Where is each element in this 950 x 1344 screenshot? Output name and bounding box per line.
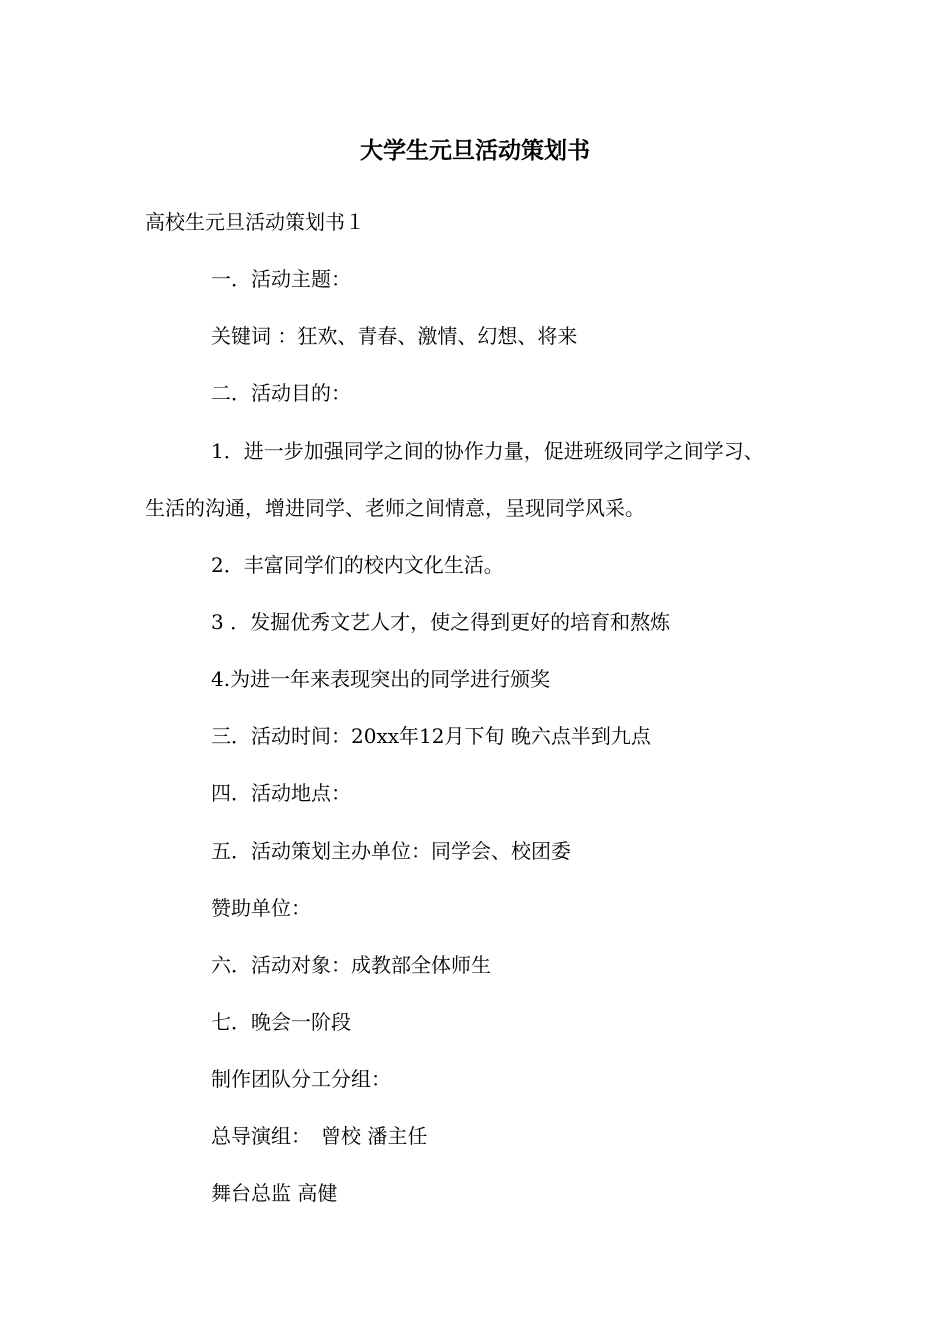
paragraph-sponsor: 赞助单位： [211, 896, 311, 920]
section-heading-audience: 六．活动对象：成教部全体师生 [211, 953, 491, 977]
paragraph-team: 制作团队分工分组： [211, 1067, 391, 1091]
document-title: 大学生元旦活动策划书 [360, 137, 590, 164]
section-heading-purpose: 二．活动目的： [211, 381, 351, 405]
section-heading-theme: 一．活动主题： [211, 267, 351, 291]
document-subtitle: 高校生元旦活动策划书１ [145, 210, 365, 234]
section-heading-time: 三．活动时间：20xx年12月下旬 晚六点半到九点 [211, 724, 651, 748]
paragraph-purpose-4: 4.为进一年来表现突出的同学进行颁奖 [211, 667, 551, 691]
section-heading-location: 四．活动地点： [211, 781, 351, 805]
paragraph-purpose-2: 2．丰富同学们的校内文化生活。 [211, 553, 504, 577]
paragraph-director: 总导演组： 曾校 潘主任 [211, 1124, 428, 1148]
paragraph-keywords: 关键词 ：狂欢、青春、激情、幻想、将来 [211, 324, 578, 348]
paragraph-purpose-1a: 1．进一步加强同学之间的协作力量，促进班级同学之间学习、 [211, 439, 764, 463]
paragraph-purpose-1b: 生活的沟通，增进同学、老师之间情意，呈现同学风采。 [145, 496, 645, 520]
paragraph-purpose-3: 3 ．发掘优秀文艺人才，使之得到更好的培育和熬炼 [211, 610, 671, 634]
section-heading-stage: 七．晚会一阶段 [211, 1010, 351, 1034]
section-heading-organizer: 五．活动策划主办单位：同学会、校团委 [211, 839, 571, 863]
paragraph-stage-manager: 舞台总监 高健 [211, 1181, 338, 1205]
